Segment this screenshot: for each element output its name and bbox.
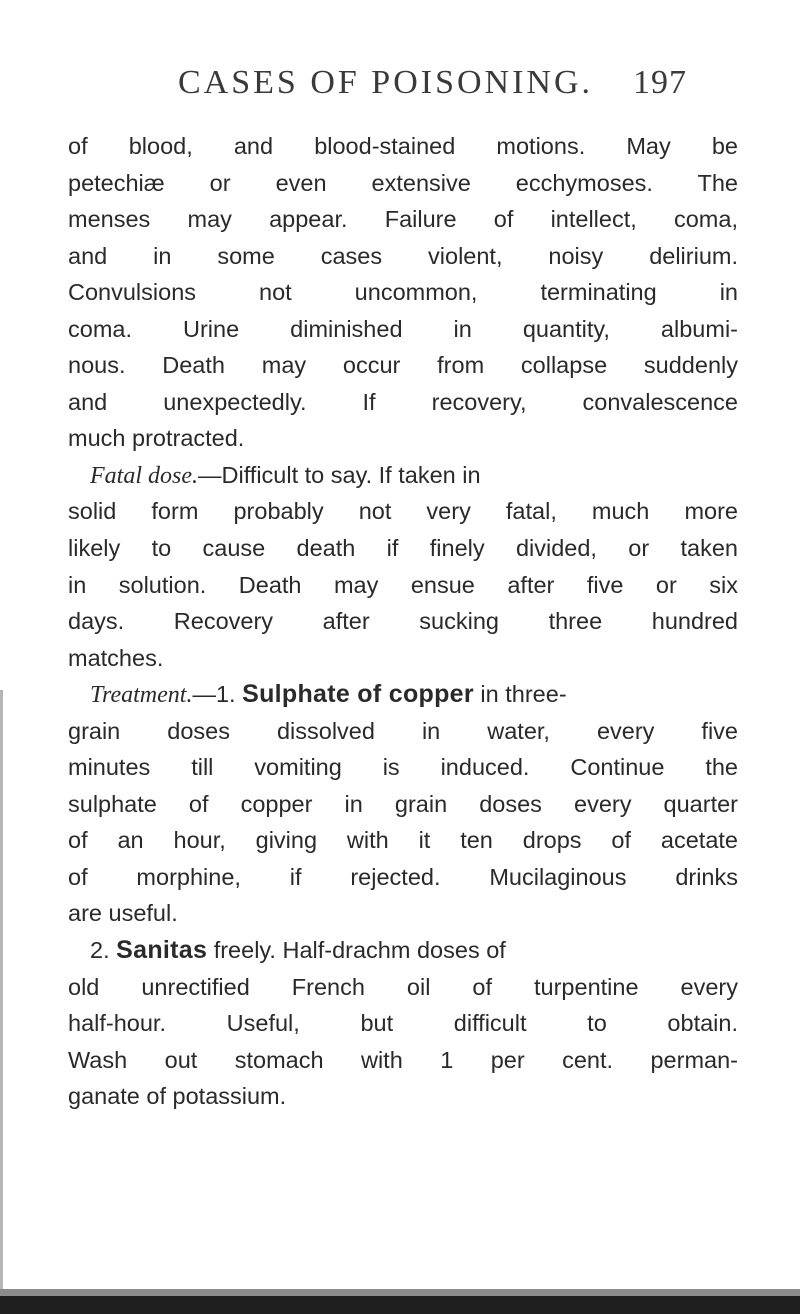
treatment-text: in three-	[473, 681, 567, 708]
text-line: Wash out stomach with 1 per cent. perman-	[68, 1046, 738, 1073]
text-line: of blood, and blood-stained motions. May be	[68, 133, 738, 159]
text-line: sulphate of copper in grain doses every quarter	[68, 790, 738, 817]
text-line: much protracted.	[68, 425, 245, 452]
text-line: solid form probably not very fatal, much more	[68, 498, 738, 525]
fatal-dose-heading: Fatal dose.	[90, 462, 198, 489]
text-line: of an hour, giving with it ten drops of acetate	[68, 827, 738, 854]
text-line: coma. Urine diminished in quantity, albumi-	[68, 315, 738, 342]
body-text	[68, 128, 738, 1115]
text-line: menses may appear. Failure of intellect, coma,	[68, 206, 738, 233]
sanitas-number: 2.	[90, 937, 117, 964]
fatal-dose-text: —Difficult to say. If taken in	[198, 461, 481, 488]
treatment-heading: Treatment.	[90, 682, 193, 709]
text-line: matches.	[68, 644, 164, 671]
text-line: Convulsions not uncommon, terminating in	[68, 279, 738, 306]
running-title: CASES OF POISONING.	[178, 64, 594, 101]
bottom-edge-shadow	[0, 1289, 800, 1296]
text-line: half-hour. Useful, but difficult to obtain.	[68, 1010, 738, 1037]
text-line: minutes till vomiting is induced. Continue the	[68, 754, 738, 781]
sanitas-text: freely. Half-drachm doses of	[207, 937, 506, 964]
sanitas-emphasis: Sanitas	[116, 936, 208, 965]
sanitas-paragraph-start	[68, 932, 738, 969]
fatal-dose-paragraph-start	[68, 457, 738, 494]
text-line: of morphine, if rejected. Mucilaginous drinks	[68, 863, 738, 890]
text-line: likely to cause death if finely divided, or taken	[68, 535, 738, 562]
text-line: are useful.	[68, 900, 178, 927]
treatment-paragraph-start	[68, 676, 738, 713]
sulphate-of-copper-emphasis: Sulphate of copper	[242, 680, 474, 709]
text-line: grain doses dissolved in water, every five	[68, 717, 738, 744]
text-line: ganate of potassium.	[68, 1083, 287, 1110]
page-number: 197	[633, 64, 687, 101]
text-line: in solution. Death may ensue after five or six	[68, 571, 738, 598]
text-line: petechiæ or even extensive ecchymoses. The	[68, 169, 738, 196]
text-line: nous. Death may occur from collapse suddenly	[68, 352, 738, 379]
text-line: and unexpectedly. If recovery, convalescence	[68, 388, 738, 415]
text-line: days. Recovery after sucking three hundred	[68, 608, 738, 635]
text-line: and in some cases violent, noisy delirium.	[68, 242, 738, 269]
running-head	[0, 64, 800, 108]
page-edge-shadow	[0, 690, 3, 1290]
text-line: old unrectified French oil of turpentine every	[68, 973, 738, 1000]
treatment-number: —1.	[192, 681, 243, 708]
bottom-scan-border	[0, 1296, 800, 1314]
